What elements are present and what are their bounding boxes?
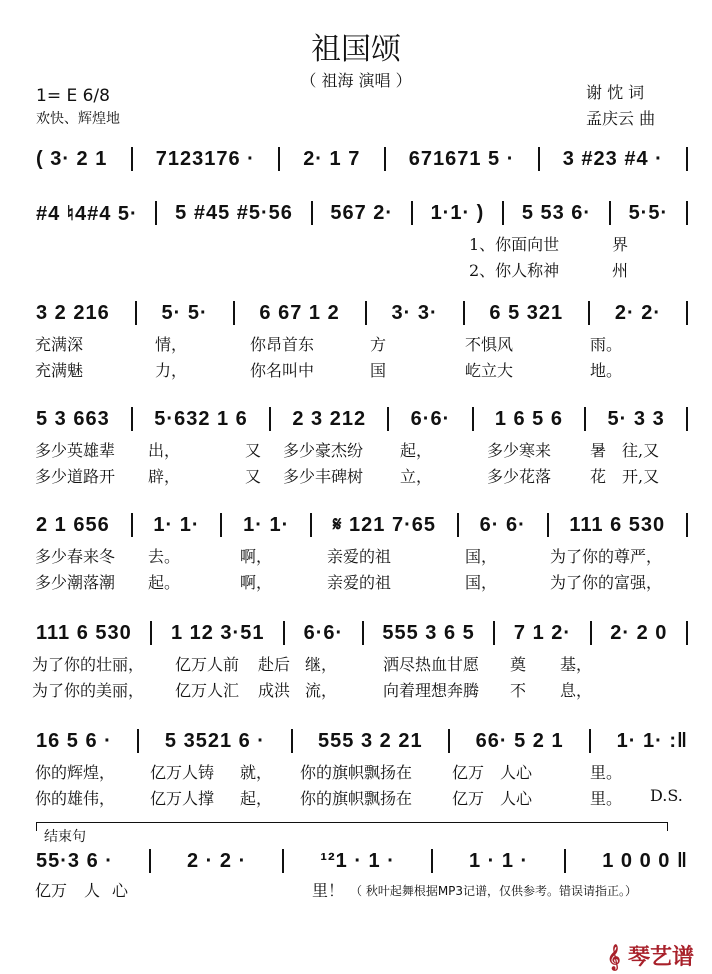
lyric-segment: 里。 [590,789,623,808]
barline [502,201,504,225]
measure: #4 ♮4#4 5· [36,202,138,225]
ending-label: 结束句 [44,829,86,845]
measure: 3 2 216 [36,301,110,324]
lyric-segment: 洒尽热血甘愿 [383,655,480,674]
notation-line [36,848,688,874]
lyric-segment: 情， [155,335,188,354]
barline [472,407,474,431]
measure: 3 #23 #4 · [562,147,663,170]
lyric-segment: 啊， [240,547,273,566]
lyric-segment: 向着理想奔腾 [383,681,480,700]
measure: 6·6· [303,621,344,644]
notation-line [36,406,688,432]
transcription-note: （ 秋叶起舞根据MP3记谱，仅供参考。错误请指正。） [350,884,638,898]
tempo-marking: 欢快、辉煌地 [36,111,120,127]
lyric-segment: 亲爱的祖 [327,573,392,592]
measure: 5 #45 #5·56 [175,201,293,224]
measure: 6· 6· [479,513,526,536]
lyric-segment: 奠 [510,655,527,674]
barline [547,513,549,537]
measure: 3· 3· [391,301,438,324]
lyric-segment: 雨。 [590,335,623,354]
lyric-segment: 国， [465,573,498,592]
key-signature: 1= E 6/8 [36,86,110,106]
lyric-segment: 开,又 [622,467,660,486]
lyric-segment: 多少寒来 [487,441,552,460]
notation-line [36,300,688,326]
lyric-segment: 多少丰碑树 [283,467,364,486]
measure: 555 3 2 21 [318,729,423,752]
lyric-segment: 花 [590,467,607,486]
notation-line [36,512,688,538]
barline [155,201,157,225]
measure: 1· 1· [153,513,200,536]
lyric-segment: 成洪 [258,681,291,700]
lyric-segment: 多少道路开 [35,467,116,486]
barline [150,621,152,645]
barline [149,849,151,873]
lyric-segment: 国 [370,361,387,380]
barline [269,407,271,431]
lyric-segment: 1、你面向世 [469,235,560,254]
ending-lyric: 亿万 [35,881,68,900]
notation-line [36,728,688,754]
barline [584,407,586,431]
measure: 5 53 6· [521,201,592,224]
measure: 55·3 6 · [36,849,113,872]
measure: 2 · 2 · [187,849,247,872]
lyric-segment: 人心 [500,789,533,808]
lyric-segment: 亿万人铸 [150,763,215,782]
barline [291,729,293,753]
barline [590,621,592,645]
lyric-segment: 亿万人汇 [175,681,240,700]
notation-line [36,620,688,646]
measure: 𝄋 121 7·65 [332,513,436,536]
measure: 5 3521 6 · [164,729,265,752]
lyric-segment: 立， [400,467,433,486]
lyric-segment: 亿万人撑 [150,789,215,808]
barline [233,301,235,325]
ending-lyric: 心 [112,881,129,900]
lyric-segment: 你的旗帜飘扬在 [300,789,413,808]
barline [282,849,284,873]
ending-bracket [36,822,668,831]
lyric-segment: 界 [612,235,629,254]
lyric-segment: 暑 [590,441,607,460]
lyric-segment: 多少豪杰纷 [283,441,364,460]
barline [384,147,386,171]
measure: 6 5 321 [489,301,564,324]
barline [137,729,139,753]
measure: 5· 3 3 [607,407,665,430]
barline [131,147,133,171]
measure: ¹²1 · 1 · [320,849,395,872]
barline [411,201,413,225]
lyric-segment: 州 [612,261,629,280]
barline [686,513,688,537]
measure: 555 3 6 5 [382,621,475,644]
notation-line [36,200,688,226]
barline [686,621,688,645]
barline [365,301,367,325]
lyric-segment: 亿万人前 [175,655,240,674]
lyric-segment: 啊， [240,573,273,592]
lyric-segment: 人心 [500,763,533,782]
lyric-segment: 地。 [590,361,623,380]
lyric-segment: 多少春来冬 [35,547,116,566]
lyric-segment: 为了你的壮丽， [32,655,145,674]
lyric-segment: 多少英雄辈 [35,441,116,460]
lyric-segment: 亿万 [452,789,485,808]
barline [493,621,495,645]
barline [686,147,688,171]
watermark-logo: 𝄞 琴艺谱 [607,945,694,970]
lyric-segment: 你昂首东 [250,335,315,354]
barline [609,201,611,225]
measure: 1 · 1 · [468,849,529,872]
barline [311,201,313,225]
lyric-segment: 继， [305,655,338,674]
measure: 5·632 1 6 [154,407,248,430]
lyric-segment: 你名叫中 [250,361,315,380]
measure: 7 1 2· [513,621,572,644]
measure: 567 2· [330,201,394,224]
ending-lyric: 里！ [312,881,345,900]
lyric-segment: 充满深 [35,335,84,354]
barline [220,513,222,537]
barline [457,513,459,537]
barline [135,301,137,325]
ending-lyric: 人 [84,881,101,900]
lyric-segment: 为了你的尊严， [550,547,663,566]
measure: 1· 1· [243,513,290,536]
lyric-segment: 你的雄伟， [35,789,116,808]
measure: 66· 5 2 1 [475,729,564,752]
lyric-segment: 为了你的美丽， [32,681,145,700]
lyric-segment: 力， [155,361,188,380]
lyric-segment: 屹立大 [465,361,514,380]
lyric-segment: 赴后 [258,655,291,674]
measure: 2· 1 7 [303,147,361,170]
barline [463,301,465,325]
measure: 2· 2· [614,301,662,324]
lyric-segment: 起， [400,441,433,460]
composer: 孟庆云 曲 [586,109,656,128]
lyric-segment: 多少潮落潮 [35,573,116,592]
notation-line [36,146,688,172]
barline [131,513,133,537]
lyric-segment: 流， [305,681,338,700]
barline [448,729,450,753]
barline [431,849,433,873]
lyric-segment: 息， [560,681,593,700]
barline [588,301,590,325]
barline [310,513,312,537]
lyric-segment: 亿万 [452,763,485,782]
lyric-segment: 起， [240,789,273,808]
lyric-segment: 你的旗帜飘扬在 [300,763,413,782]
lyric-segment: 里。 [590,763,623,782]
barline [686,407,688,431]
lyric-segment: 出， [148,441,181,460]
barline [686,201,688,225]
lyric-segment: 又 [245,441,262,460]
measure: ( 3· 2 1 [36,147,108,170]
measure: 2 1 656 [36,513,110,536]
lyric-segment: 不 [510,681,527,700]
measure: 111 6 530 [36,621,132,644]
measure: 7123176 · [155,147,255,170]
barline [564,849,566,873]
barline [686,301,688,325]
measure: 16 5 6 · [36,729,112,752]
lyric-segment: 你的辉煌， [35,763,116,782]
barline [278,147,280,171]
barline [131,407,133,431]
measure: 1 6 5 6 [494,407,563,430]
measure: 2· 2 0 [610,621,668,644]
lyric-segment: 又 [245,467,262,486]
lyric-segment: D.S. [650,786,683,805]
measure: 671671 5 · [408,147,515,170]
barline [283,621,285,645]
lyric-segment: 亲爱的祖 [327,547,392,566]
lyric-segment: 方 [370,335,387,354]
song-title: 祖国颂 [311,32,401,67]
lyric-segment: 充满魅 [35,361,84,380]
barline [538,147,540,171]
measure: 1· 1· :‖ [616,729,688,752]
measure: 5 3 663 [36,407,110,430]
lyricist: 谢 忱 词 [586,83,645,102]
barline [589,729,591,753]
measure: 5·5· [628,201,669,224]
barline [362,621,364,645]
measure: 111 6 530 [569,513,666,536]
lyric-segment: 多少花落 [487,467,552,486]
measure: 5· 5· [161,301,208,324]
measure: 1 0 0 0 ‖ [602,849,688,872]
measure: 1 12 3·51 [170,621,265,644]
lyric-segment: 辟， [148,467,181,486]
lyric-segment: 去。 [148,547,181,566]
lyric-segment: 往,又 [622,441,660,460]
barline [387,407,389,431]
singer: （ 祖海 演唱 ） [300,71,412,90]
lyric-segment: 基， [560,655,593,674]
measure: 2 3 212 [292,407,367,430]
measure: 6 67 1 2 [259,301,340,324]
lyric-segment: 起。 [148,573,181,592]
lyric-segment: 2、你人称神 [469,261,560,280]
measure: 1·1· ) [430,201,485,224]
lyric-segment: 为了你的富强， [550,573,663,592]
lyric-segment: 就， [240,763,273,782]
lyric-segment: 国， [465,547,498,566]
lyric-segment: 不惧风 [465,335,514,354]
measure: 6·6· [410,407,451,430]
